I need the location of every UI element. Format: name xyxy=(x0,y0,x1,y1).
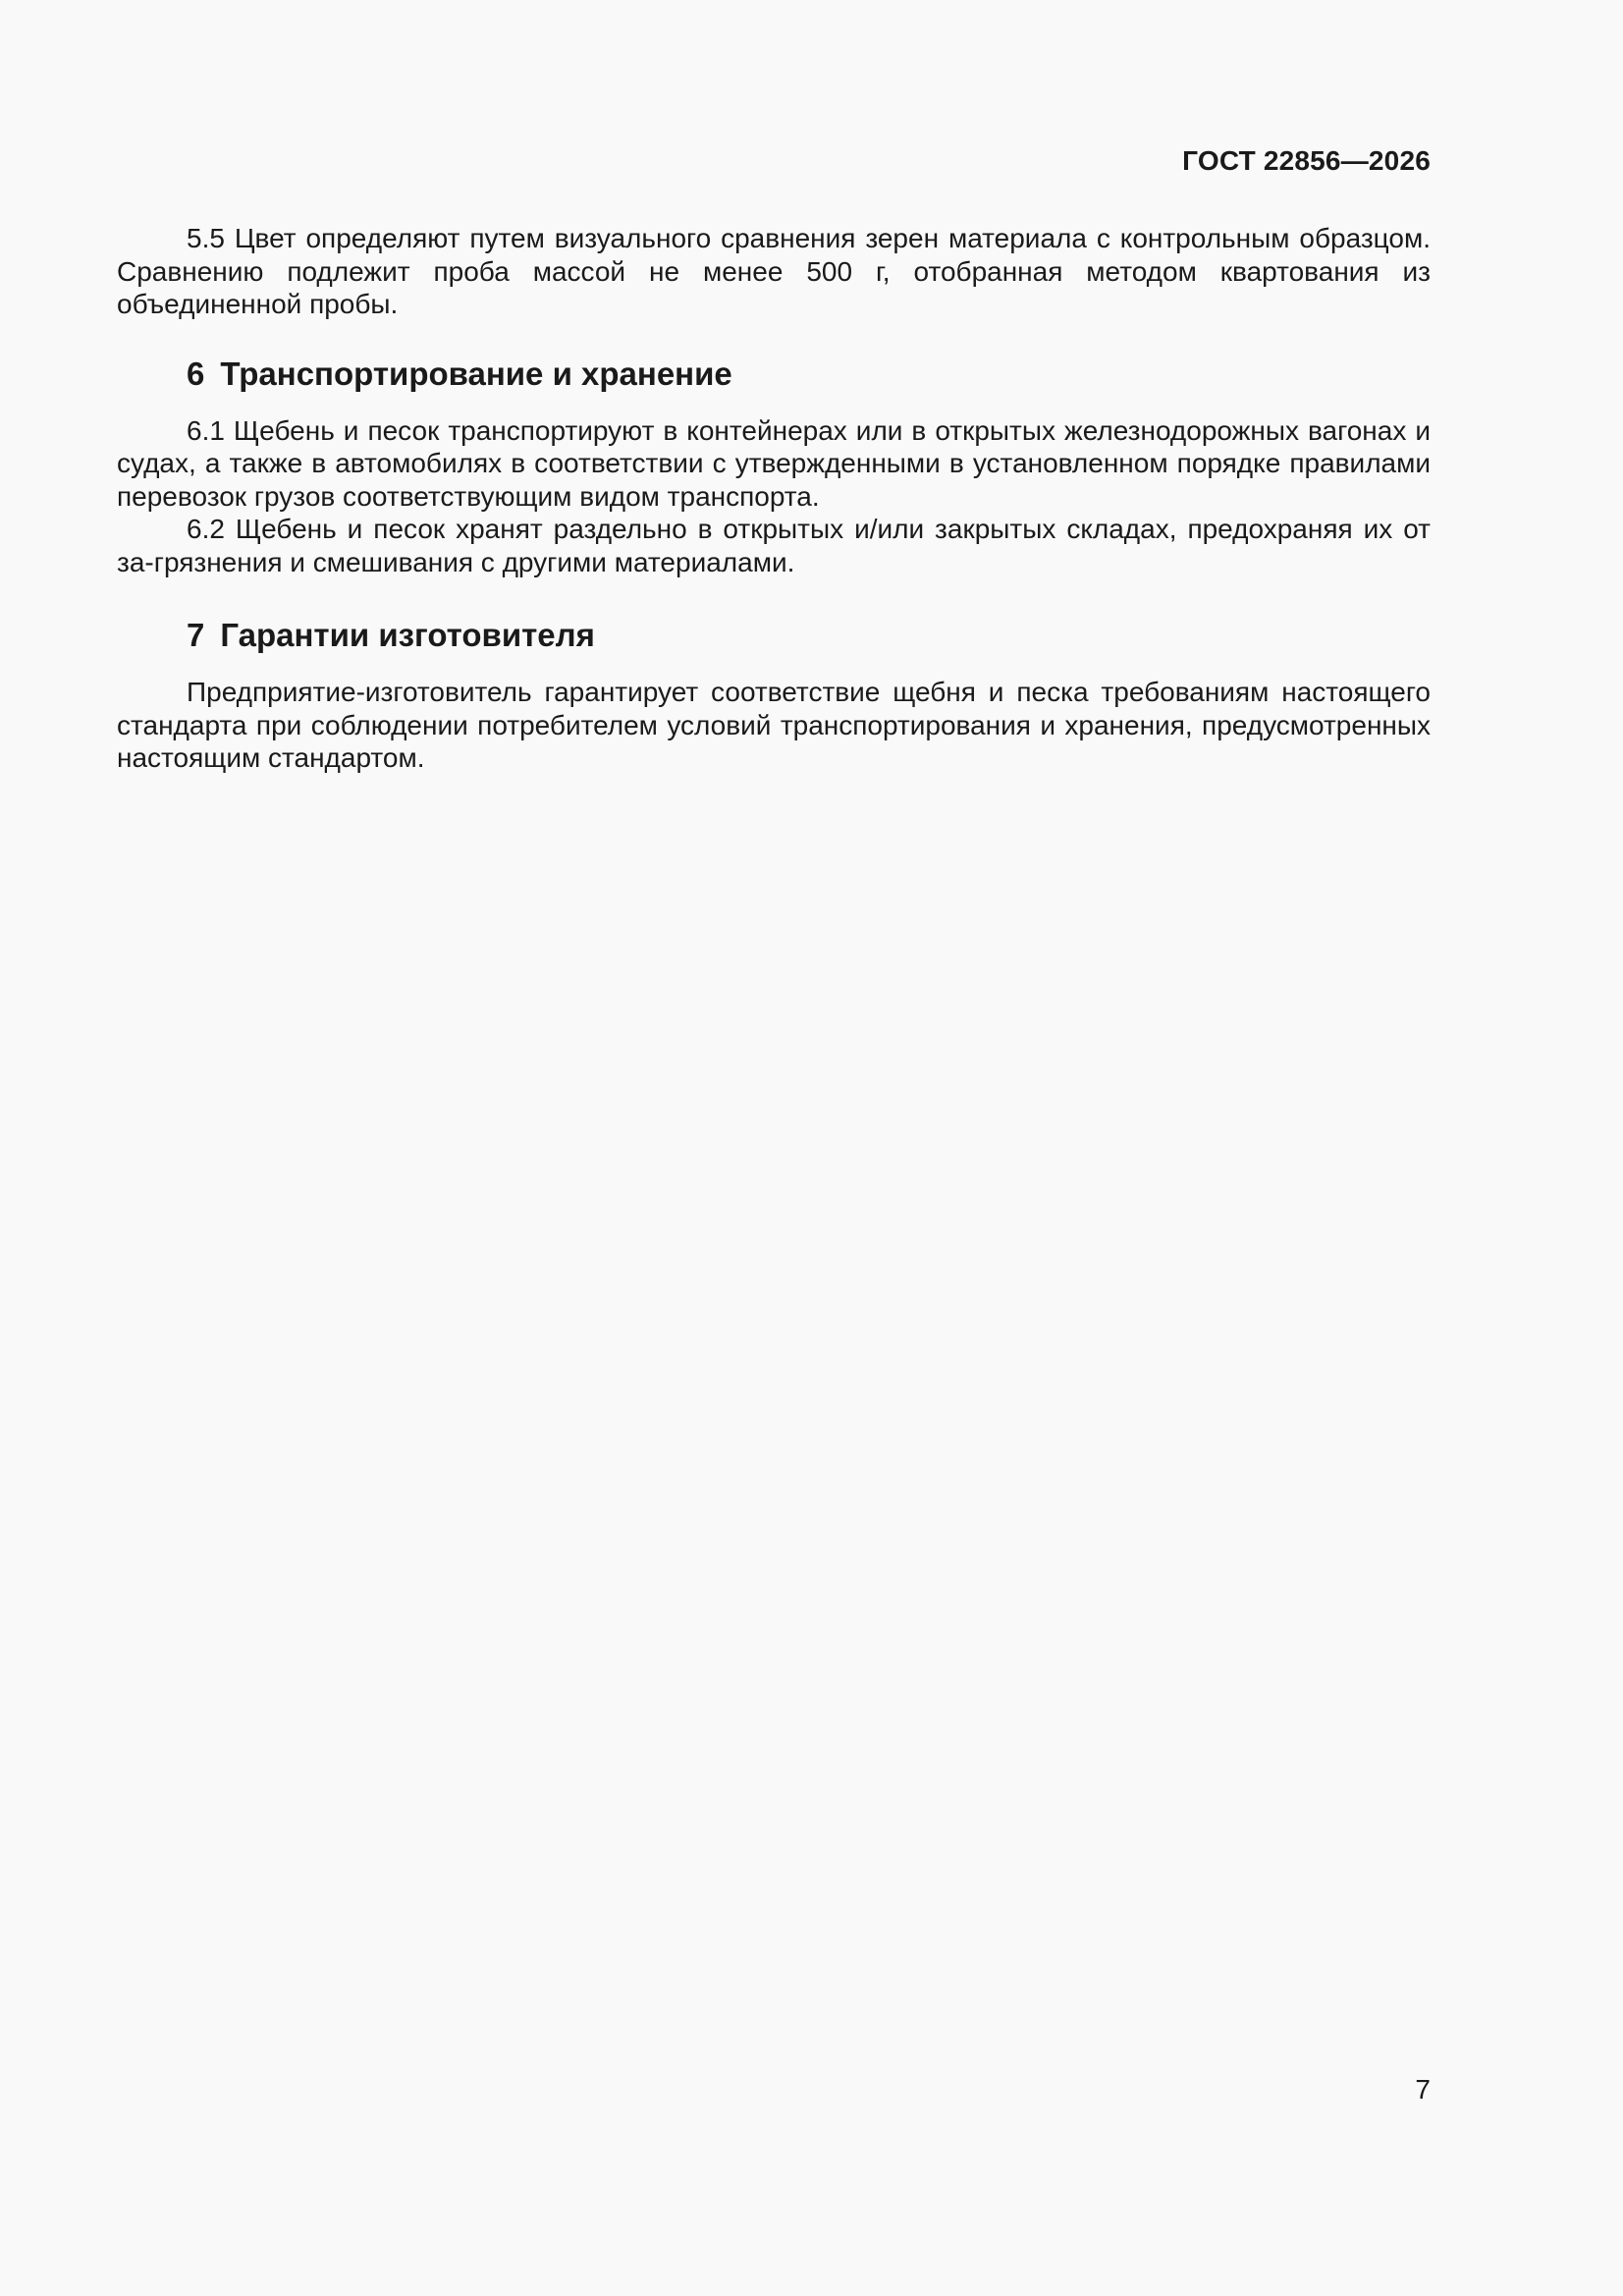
document-id-header: ГОСТ 22856—2026 xyxy=(1182,145,1431,176)
section-title-6: Транспортирование и хранение xyxy=(220,355,732,392)
section-number-7: 7 xyxy=(187,617,205,653)
paragraph-6-2: 6.2 Щебень и песок хранят раздельно в открытых и/или закрытых складах, предохраняя их от за-грязнения и смешивания с другими материалами. xyxy=(117,514,1431,577)
section-heading-7 xyxy=(117,616,1431,655)
document-page xyxy=(117,0,1431,2296)
section-number-6: 6 xyxy=(187,355,205,392)
paragraph-6-1: 6.1 Щебень и песок транспортируют в контейнерах или в открытых железнодорожных вагонах и судах, а также в автомобилях в соответствии с утвержденными в установленном порядке правилами перевозок грузов соответствующим видом транспорта. xyxy=(117,414,1431,512)
section-title-7: Гарантии изготовителя xyxy=(220,617,595,653)
paragraph-5-5: 5.5 Цвет определяют путем визуального сравнения зерен материала с контрольным образцом. Сравнению подлежит проба массой не менее 500 г, отобранная методом квартования из объединенной пробы. xyxy=(117,223,1431,319)
paragraph-7: Предприятие-изготовитель гарантирует соответствие щебня и песка требованиям настоящего стандарта при соблюдении потребителем условий транспортирования и хранения, предусмотренных настоящим стандартом. xyxy=(117,677,1431,773)
document-body xyxy=(117,222,1431,775)
section-heading-6 xyxy=(117,355,1431,394)
page-number: 7 xyxy=(1415,2074,1431,2105)
